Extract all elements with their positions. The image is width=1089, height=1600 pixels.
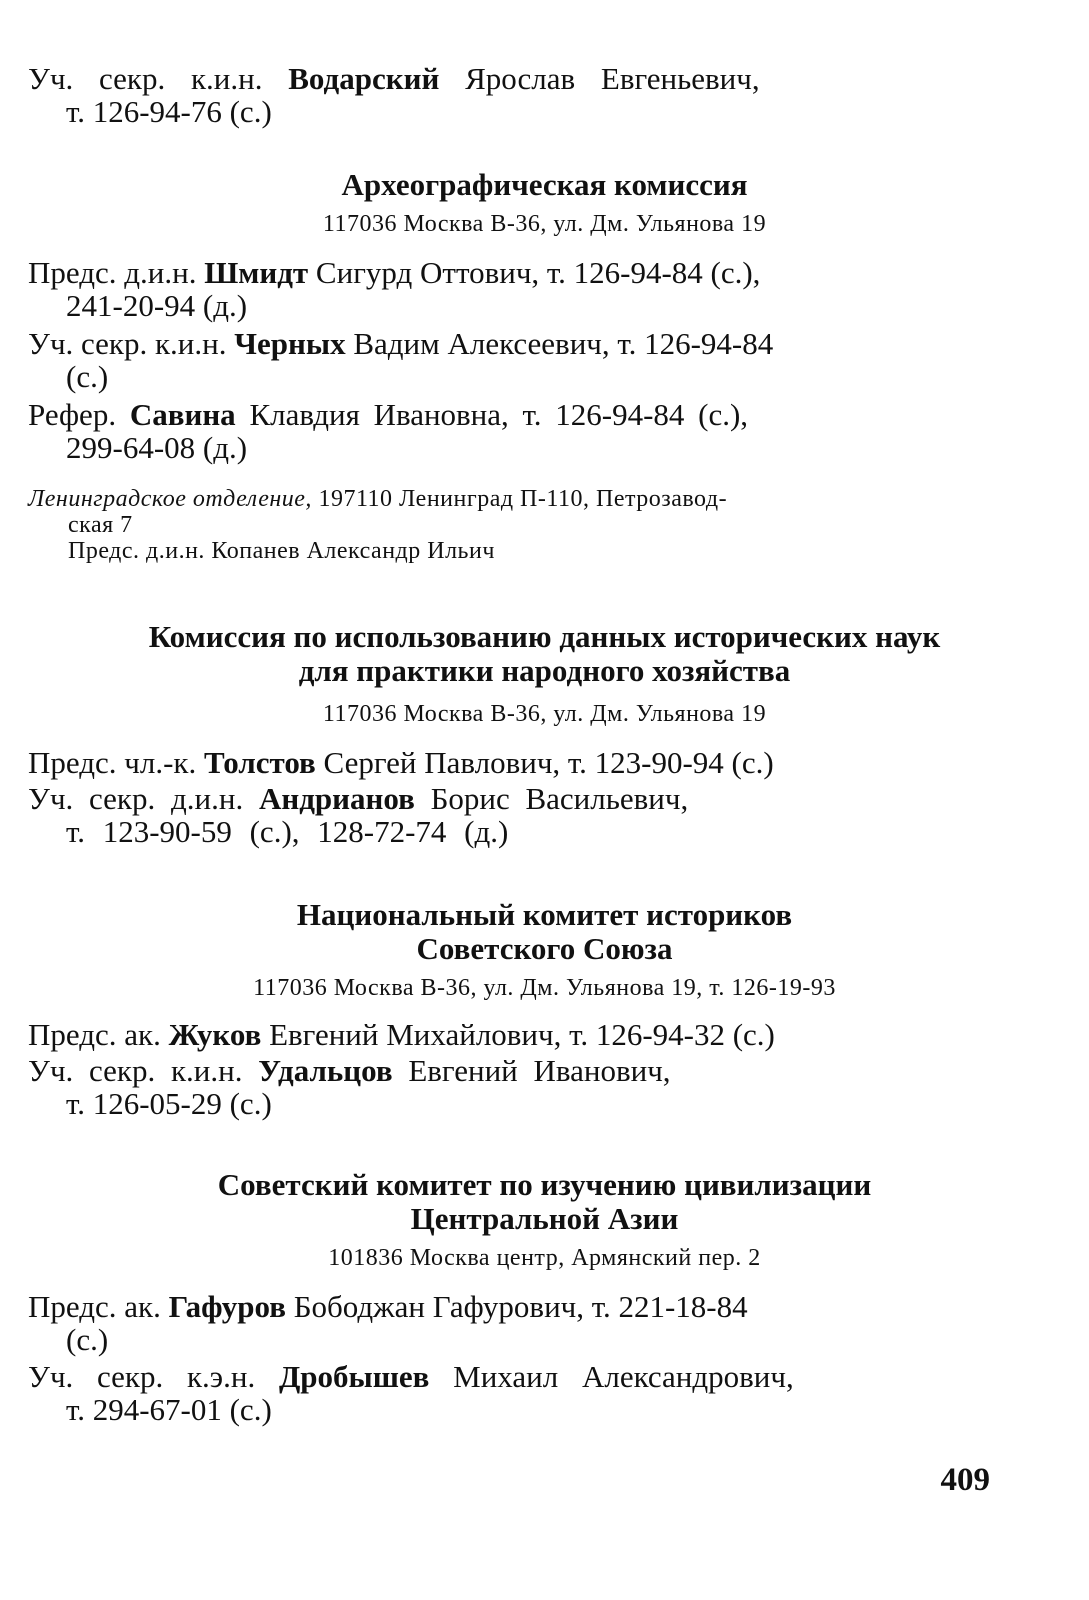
section-address: 117036 Москва В-36, ул. Дм. Ульянова 19 — [322, 701, 767, 727]
branch-head: Предс. д.и.н. Копанев Александр Ильич — [68, 538, 495, 564]
entry-line-2: т. 126-05-29 (с.) — [66, 1086, 272, 1121]
entry-rest: Сигурд Оттович, т. 126-94-84 (с.), — [315, 255, 761, 290]
entry-gafurov — [28, 1290, 988, 1356]
section-title-archeographic — [0, 168, 1089, 202]
person-name: Андрианов — [258, 781, 415, 816]
entry-prefix: Уч. секр. д.и.н. — [28, 781, 244, 816]
person-name: Черных — [234, 326, 346, 361]
person-name: Толстов — [203, 745, 316, 780]
section-address: 117036 Москва В-36, ул. Дм. Ульянова 19, т. 126-19-93 — [253, 975, 836, 1001]
entry-prefix: Предс. чл.-к. — [28, 745, 197, 780]
section-title-line: Национальный комитет историков — [296, 897, 793, 932]
entry-line-1 — [28, 256, 988, 289]
entry-schmidt — [28, 256, 988, 322]
person-name: Шмидт — [204, 255, 309, 290]
entry-rest: Борис Васильевич, — [430, 781, 689, 816]
person-name: Дробышев — [278, 1359, 430, 1394]
entry-prefix: Предс. д.и.н. — [28, 255, 197, 290]
section-title-line: Советский комитет по изучению цивилизации — [217, 1167, 872, 1202]
entry-prefix: Уч. секр. к.э.н. — [28, 1359, 256, 1394]
entry-line-2: (с.) — [66, 359, 109, 394]
branch-address: 197110 Ленинград П-110, Петрозавод- — [311, 486, 728, 512]
section-title-line: Комиссия по использованию данных исторических наук — [148, 619, 941, 654]
entry-prefix: Уч. секр. к.и.н. — [28, 1053, 243, 1088]
section-title-line: Центральной Азии — [410, 1201, 679, 1236]
entry-line-1 — [28, 782, 988, 815]
person-name: Савина — [129, 397, 236, 432]
entry-line-1 — [28, 1360, 988, 1393]
entry-tolstov — [28, 746, 988, 779]
entry-andrianov — [28, 782, 988, 848]
entry-prefix: Предс. ак. — [28, 1289, 161, 1324]
entry-rest: Клавдия Ивановна, т. 126-94-84 (с.), — [249, 397, 749, 432]
section-title-national-committee — [0, 898, 1089, 966]
section-title-commission-usage — [0, 620, 1089, 688]
entry-line-2: т. 123-90-59 (с.), 128-72-74 (д.) — [66, 814, 509, 849]
person-name: Водарский — [288, 61, 440, 96]
branch-line-2: ская 7 — [68, 512, 133, 538]
section-title-central-asia — [0, 1168, 1089, 1236]
person-name: Удальцов — [258, 1053, 393, 1088]
entry-line-1 — [28, 1018, 988, 1051]
entry-rest: Ярослав Евгеньевич, — [465, 61, 760, 96]
entry-prefix: Предс. ак. — [28, 1017, 161, 1052]
section-address: 101836 Москва центр, Армянский пер. 2 — [328, 1245, 761, 1271]
entry-line-1 — [28, 398, 988, 431]
entry-line-1 — [28, 1290, 988, 1323]
entry-zhukov — [28, 1018, 988, 1051]
entry-prefix: Рефер. — [28, 397, 117, 432]
entry-line-1 — [28, 746, 988, 779]
page-number: 409 — [940, 1462, 990, 1498]
section-title-line: Археографическая комиссия — [341, 167, 748, 202]
entry-rest: Михаил Александрович, — [453, 1359, 794, 1394]
entry-rest: Бободжан Гафурович, т. 221-18-84 — [293, 1289, 748, 1324]
entry-rest: Евгений Михайлович, т. 126-94-32 (с.) — [269, 1017, 775, 1052]
entry-savina — [28, 398, 988, 464]
person-name: Жуков — [168, 1017, 262, 1052]
entry-prefix: Уч. секр. к.и.н. — [28, 61, 263, 96]
entry-rest: Сергей Павлович, т. 123-90-94 (с.) — [323, 745, 774, 780]
entry-chernykh — [28, 327, 988, 393]
entry-line-1 — [28, 62, 988, 95]
entry-line-2: 241-20-94 (д.) — [66, 288, 248, 323]
entry-line-1 — [28, 1054, 988, 1087]
branch-label: Ленинградское отделение, — [28, 486, 312, 512]
entry-line-2: т. 126-94-76 (с.) — [66, 94, 272, 129]
section-title-line: Советского Союза — [416, 931, 673, 966]
entry-rest: Вадим Алексеевич, т. 126-94-84 — [353, 326, 774, 361]
branch-line-1 — [28, 486, 1008, 512]
entry-udaltsov — [28, 1054, 988, 1120]
branch-leningrad — [28, 486, 1008, 564]
entry-rest: Евгений Иванович, — [408, 1053, 671, 1088]
entry-vodarsky — [28, 62, 988, 128]
entry-line-2: т. 294-67-01 (с.) — [66, 1392, 272, 1427]
section-address: 117036 Москва В-36, ул. Дм. Ульянова 19 — [322, 211, 767, 237]
entry-line-1 — [28, 327, 988, 360]
entry-line-2: 299-64-08 (д.) — [66, 430, 248, 465]
section-title-line: для практики народного хозяйства — [298, 653, 791, 688]
person-name: Гафуров — [168, 1289, 286, 1324]
entry-line-2: (с.) — [66, 1322, 109, 1357]
entry-drobyshev — [28, 1360, 988, 1426]
entry-prefix: Уч. секр. к.и.н. — [28, 326, 227, 361]
